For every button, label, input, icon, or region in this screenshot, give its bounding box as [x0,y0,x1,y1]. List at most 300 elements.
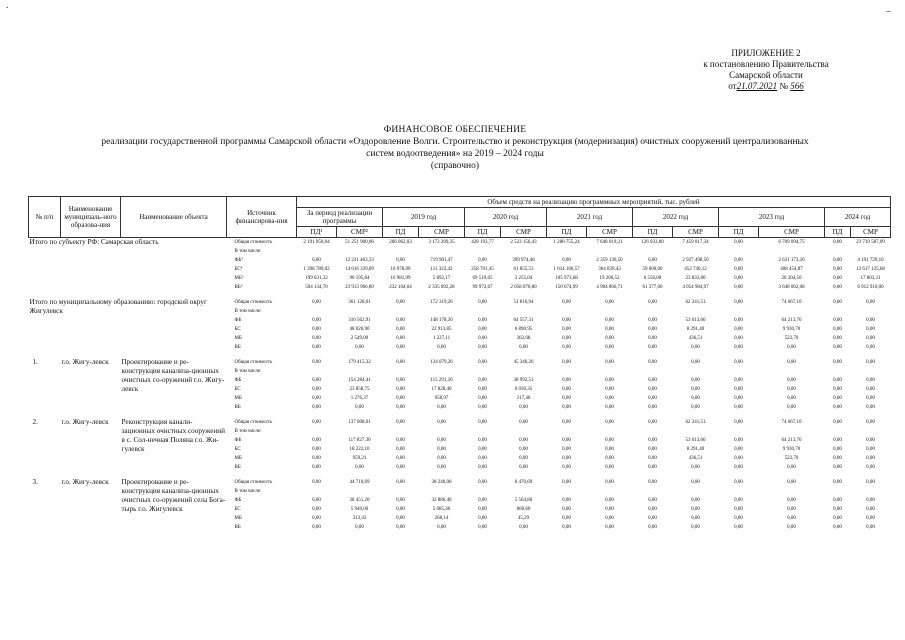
value-cell: 0,00 [833,360,842,365]
block-label: Итого по муниципальному образованию: городской округ Жигулевск [29,298,207,315]
value-cell [337,367,383,376]
value-cell: 0,00 [396,318,405,323]
value-cell [419,487,465,496]
value-cell [719,427,759,436]
value-cell [501,367,547,376]
table-row [29,298,891,307]
value-cell: 0,00 [437,420,446,425]
value-cell: 317,40 [516,396,531,401]
value-cell: 0,00 [691,507,700,512]
corner-dash: – [886,6,891,17]
value-cell [719,367,759,376]
value-cell: 0,00 [648,498,657,503]
header-smr-2: СМР [501,227,547,238]
value-cell: 0,00 [787,387,796,392]
value-cell: 0,00 [734,327,743,332]
value-cell: 45 340,26 [513,360,534,365]
value-cell: 0,00 [519,438,528,443]
appendix-ref: к постановлению Правительства [703,59,829,69]
source-label: МБ [234,456,242,461]
value-cell: 522,70 [784,456,799,461]
value-cell [337,247,383,256]
table-body [29,238,891,533]
value-cell: 2 927 498,50 [682,258,709,263]
value-cell: 0,00 [648,480,657,485]
header-pd-0: ПД¹ [297,227,337,238]
value-cell: 0,00 [734,525,743,530]
value-cell: 0,00 [605,387,614,392]
value-cell: 2 359 136,50 [596,258,623,263]
value-cell: 0,00 [648,465,657,470]
value-cell: 0,00 [312,507,321,512]
appendix-number: 566 [790,81,804,91]
value-cell: 0,00 [648,327,657,332]
value-cell: 0,00 [866,420,875,425]
value-cell: 0,00 [833,327,842,332]
value-cell: 0,00 [478,336,487,341]
value-cell [587,247,633,256]
value-cell: 0,00 [866,387,875,392]
value-cell [851,247,891,256]
value-cell: 23 833,80 [685,276,706,281]
value-cell [759,247,825,256]
source-label: Общая стоимость [234,240,273,245]
value-cell: 0,00 [734,465,743,470]
value-cell: 0,00 [396,300,405,305]
value-cell: 105 973,68 [555,276,578,281]
value-cell: 0,00 [833,447,842,452]
value-cell: 452 740,12 [684,267,707,272]
value-cell: 0,00 [734,240,743,245]
title-block [40,124,870,172]
value-cell: 0,00 [833,498,842,503]
value-cell [825,367,851,376]
source-label: МБ [234,396,242,401]
header-pd-3: ПД [547,227,587,238]
value-cell: 0,00 [396,345,405,350]
date-prefix: от [728,81,737,91]
value-cell: 0,00 [396,516,405,521]
header-pd-6: ПД [825,227,851,238]
block-label: Итого по субъекту РФ: Самарская область [29,238,159,246]
value-cell [851,367,891,376]
value-cell: 99 972,67 [472,285,493,290]
value-cell: 0,00 [691,525,700,530]
value-cell: 0,00 [605,420,614,425]
value-cell: 504 134,70 [305,285,328,290]
value-cell: 74 667,10 [781,300,802,305]
header-pd-4: ПД [633,227,673,238]
value-cell: 0,00 [734,420,743,425]
value-cell [547,487,587,496]
row-municipality: г.о. Жигу-левск [61,418,109,426]
value-cell: 0,00 [562,345,571,350]
value-cell: 0,00 [478,420,487,425]
value-cell: 0,00 [787,498,796,503]
value-cell: 64 213,70 [781,438,802,443]
value-cell: 62 341,51 [685,420,706,425]
value-cell: 0,00 [562,456,571,461]
value-cell: 117 827,30 [348,438,371,443]
value-cell: 0,00 [478,345,487,350]
value-cell [297,427,337,436]
value-cell: 0,00 [787,507,796,512]
header-year-2021: 2021 год [547,208,633,227]
value-cell: 0,00 [605,318,614,323]
value-cell: 0,00 [396,420,405,425]
value-cell: 0,00 [734,447,743,452]
source-label: В том числе: [234,489,262,494]
value-cell: 0,00 [562,405,571,410]
value-cell: 0,00 [562,258,571,263]
value-cell: 0,00 [562,360,571,365]
value-cell: 1 227,11 [432,336,451,341]
value-cell: 0,00 [355,405,364,410]
value-cell: 0,00 [691,396,700,401]
row-number: 2. [32,418,38,426]
value-cell: 0,00 [312,318,321,323]
value-cell: 0,00 [562,516,571,521]
value-cell: 0,00 [437,525,446,530]
value-cell: 0,00 [866,327,875,332]
value-cell: 1 276,37 [350,396,369,401]
value-cell: 0,00 [866,336,875,341]
value-cell: 0,00 [866,507,875,512]
value-cell: 53 613,60 [685,438,706,443]
source-label: В том числе: [234,369,262,374]
value-cell: 0,00 [396,438,405,443]
header-smr-3: СМР [587,227,633,238]
header-pd-2: ПД [465,227,501,238]
value-cell: 0,00 [396,465,405,470]
value-cell: 0,00 [787,396,796,401]
header-smr-4: СМР [673,227,719,238]
source-label: БС [234,447,241,452]
value-cell [759,427,825,436]
value-cell [501,307,547,316]
value-cell: 20 204,50 [781,276,802,281]
value-cell [587,487,633,496]
value-cell: 0,00 [648,258,657,263]
appendix-title: ПРИЛОЖЕНИЕ 2 [731,48,801,58]
value-cell: 0,00 [866,318,875,323]
value-cell: 0,00 [866,447,875,452]
value-cell: 0,00 [605,498,614,503]
header-year-2019: 2019 год [383,208,465,227]
value-cell [547,307,587,316]
value-cell: 23 858,75 [349,387,370,392]
value-cell: 0,00 [437,465,446,470]
value-cell: 0,00 [312,258,321,263]
header-pd-5: ПД [719,227,759,238]
source-label: МБ⁵ [234,276,244,281]
value-cell [501,247,547,256]
value-cell: 0,00 [519,420,528,425]
value-cell: 0,00 [562,498,571,503]
value-cell: 0,00 [833,240,842,245]
value-cell: 310 562,91 [348,318,371,323]
value-cell: 16 981,99 [390,276,411,281]
value-cell: 61 377,00 [642,285,663,290]
value-cell [587,427,633,436]
value-cell: 137 008,61 [348,420,371,425]
value-cell: 0,00 [605,345,614,350]
value-cell: 0,00 [562,396,571,401]
value-cell: 0,00 [691,498,700,503]
value-cell: 0,00 [648,447,657,452]
source-label: ВБ [234,525,241,530]
value-cell: 0,00 [691,360,700,365]
value-cell: 45,29 [517,516,530,521]
value-cell: 8 291,40 [686,327,705,332]
value-cell: 53 613,60 [685,318,706,323]
value-cell: 0,00 [562,378,571,383]
appendix-date-line [686,81,846,92]
value-cell: 0,00 [562,447,571,452]
value-cell: 7 648 019,21 [596,240,623,245]
value-cell: 0,00 [691,480,700,485]
value-cell: 12 231 403,33 [345,258,374,263]
value-cell: 0,00 [478,498,487,503]
value-cell: 0,00 [437,438,446,443]
value-cell: 0,00 [734,276,743,281]
value-cell: 0,00 [605,465,614,470]
value-cell: 0,00 [478,318,487,323]
value-cell: 0,00 [648,387,657,392]
value-cell: 0,00 [833,465,842,470]
value-cell: 74 667,10 [781,420,802,425]
value-cell: 0,00 [396,327,405,332]
value-cell: 0,00 [787,345,796,350]
value-cell [719,487,759,496]
value-cell: 0,00 [396,258,405,263]
value-cell: 6 709 094,75 [778,240,805,245]
value-cell: 0,00 [866,345,875,350]
value-cell: 0,00 [833,300,842,305]
value-cell: 0,00 [734,360,743,365]
header-smr-0: СМР² [337,227,383,238]
value-cell: 0,00 [396,336,405,341]
value-cell: 0,00 [478,327,487,332]
value-cell: 0,00 [312,465,321,470]
value-cell: 0,00 [478,447,487,452]
value-cell: 0,00 [833,480,842,485]
value-cell [633,307,673,316]
value-cell: 17 828,40 [431,387,452,392]
value-cell: 0,00 [787,360,796,365]
value-cell: 0,00 [478,438,487,443]
value-cell [633,487,673,496]
source-label: ВБ [234,345,241,350]
source-label: В том числе: [234,429,262,434]
value-cell: 361 128,61 [348,300,371,305]
value-cell: 0,00 [396,480,405,485]
table-row [29,418,891,427]
header-year-2023: 2023 год [719,208,825,227]
value-cell [825,247,851,256]
value-cell: 6 890,95 [514,327,533,332]
value-cell: 0,00 [312,516,321,521]
value-cell: 0,00 [562,327,571,332]
value-cell: 9 930,70 [782,447,801,452]
value-cell: 0,00 [312,456,321,461]
value-cell: 0,00 [519,465,528,470]
value-cell: 0,00 [866,300,875,305]
value-cell: 0,00 [866,516,875,521]
value-cell: 14 016 339,09 [345,267,374,272]
value-cell: 0,00 [478,465,487,470]
source-label: В том числе: [234,309,262,314]
value-cell: 0,00 [562,420,571,425]
value-cell [719,247,759,256]
value-cell: 2 523 156,43 [510,240,537,245]
appendix-date: 21.07.2021 [736,81,778,91]
value-cell: 4 054 984,97 [682,285,709,290]
value-cell: 0,00 [355,345,364,350]
value-cell: 0,00 [648,525,657,530]
value-cell: 313,43 [352,516,367,521]
value-cell: 111 323,42 [430,267,453,272]
value-cell: 362,68 [516,336,531,341]
value-cell: 23 739 587,09 [856,240,885,245]
value-cell [383,487,419,496]
value-cell: 428 193,77 [471,240,494,245]
value-cell: 0,00 [787,405,796,410]
value-cell: 6 470,69 [514,480,533,485]
value-cell: 9 930,70 [782,327,801,332]
value-cell: 5 946,06 [350,507,369,512]
value-cell [851,307,891,316]
value-cell [419,427,465,436]
value-cell: 0,00 [519,525,528,530]
value-cell: 0,00 [833,396,842,401]
value-cell: 1 280 755,24 [553,240,580,245]
value-cell: 0,00 [833,285,842,290]
row-object: Реконструкция канали-зационных очистных сооружений в с. Сол-нечная Поляна г.о. Жи-гулевск [121,418,225,453]
value-cell: 0,00 [562,480,571,485]
source-label: ФБ³ [234,258,243,263]
value-cell [673,307,719,316]
value-cell: 115 291,30 [430,378,453,383]
value-cell [587,307,633,316]
value-cell: 0,00 [833,378,842,383]
value-cell: 0,00 [437,405,446,410]
value-cell: 0,00 [734,345,743,350]
value-cell: 69 519,65 [472,276,493,281]
value-cell: 2 101 950,04 [303,240,330,245]
value-cell [297,487,337,496]
value-cell: 23 913 966,80 [345,285,374,290]
value-cell: 0,00 [562,318,571,323]
value-cell [759,307,825,316]
value-cell: 0,00 [648,360,657,365]
value-cell: 1 398 789,02 [303,267,330,272]
value-cell [501,427,547,436]
value-cell: 5 892,17 [432,276,451,281]
value-cell: 0,00 [312,360,321,365]
value-cell [383,247,419,256]
value-cell: 0,00 [833,387,842,392]
value-cell: 38 240,00 [431,480,452,485]
value-cell: 0,00 [605,360,614,365]
value-cell: 0,00 [312,327,321,332]
value-cell: 0,00 [866,465,875,470]
value-cell: 0,00 [519,456,528,461]
value-cell: 0,00 [734,258,743,263]
value-cell: 150 674,99 [555,285,578,290]
value-cell: 0,00 [787,465,796,470]
header-year-2022: 2022 год [633,208,719,227]
value-cell: 0,00 [866,360,875,365]
doc-subtitle-3: (справочно) [430,161,480,171]
value-cell: 0,00 [478,300,487,305]
header-period: За период реализации программы [297,208,383,227]
value-cell: 0,00 [866,480,875,485]
value-cell: 32 886,40 [431,498,452,503]
table-row [29,478,891,487]
value-cell: 0,00 [478,378,487,383]
row-object: Проектирование и ре-конструкция канализа-ционных очистных со-оружений г.о. Жигу-левск [121,358,225,393]
value-cell [465,367,501,376]
value-cell: 0,00 [866,525,875,530]
appendix-region: Самарской области [729,70,803,80]
value-cell [465,487,501,496]
value-cell: 0,00 [312,405,321,410]
value-cell [419,247,465,256]
source-label: БС [234,387,241,392]
value-cell [501,487,547,496]
value-cell: 719 901,47 [430,258,453,263]
source-label: БС [234,327,241,332]
row-municipality: г.о. Жигу-левск [61,478,109,486]
value-cell: 8 291,40 [686,447,705,452]
source-label: ФБ [234,438,242,443]
value-cell: 18 222,10 [349,447,370,452]
value-cell: 7 459 017,34 [682,240,709,245]
value-cell: 0,00 [605,438,614,443]
value-cell: 0,00 [605,378,614,383]
value-cell: 0,00 [734,480,743,485]
value-cell: 4 191 729,10 [857,258,884,263]
value-cell: 266 062,03 [389,240,412,245]
source-label: Общая стоимость [234,300,273,305]
header-row-1 [29,197,891,208]
value-cell: 6 912 910,00 [857,285,884,290]
source-label: БС [234,507,241,512]
value-cell: 0,00 [691,387,700,392]
value-cell: 126 933,00 [641,240,664,245]
source-label: Общая стоимость [234,480,273,485]
value-cell: 0,00 [691,516,700,521]
value-cell: 0,00 [605,480,614,485]
header-year-2024: 2024 год [825,208,891,227]
value-cell: 0,00 [648,405,657,410]
value-cell: 0,00 [734,405,743,410]
value-cell: 0,00 [833,525,842,530]
value-cell: 44 710,69 [349,480,370,485]
value-cell: 0,00 [396,387,405,392]
source-label: Общая стоимость [234,420,273,425]
source-label: МБ [234,336,242,341]
value-cell: 0,00 [312,480,321,485]
value-cell: 2 631 173,30 [778,258,805,263]
value-cell: 0,00 [312,387,321,392]
value-cell [419,367,465,376]
value-cell: 16 978,00 [390,267,411,272]
value-cell: 0,00 [396,405,405,410]
value-cell: 0,00 [648,318,657,323]
value-cell: 0,00 [833,456,842,461]
